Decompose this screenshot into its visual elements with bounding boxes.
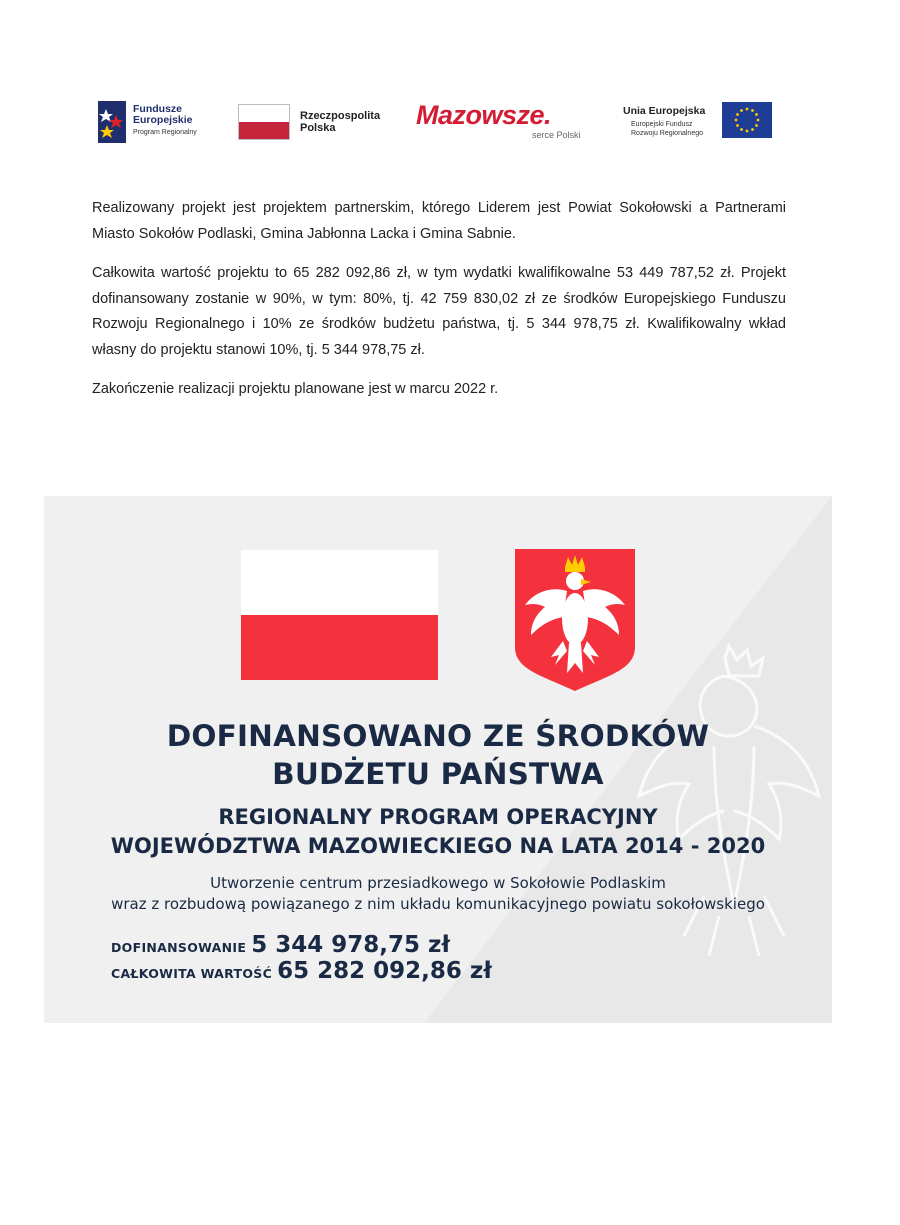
funding-value: 5 344 978,75 zł [251, 932, 450, 958]
ue-sub2: Rozwoju Regionalnego [631, 130, 703, 137]
funding-label: DOFINANSOWANIE [111, 940, 247, 955]
fundusze-europejskie-logo [96, 96, 216, 148]
banner-title-line1: DOFINANSOWANO ZE ŚRODKÓW [166, 719, 710, 753]
project-title-line1: Utworzenie centrum przesiadkowego w Sokołowie Podlaskim [210, 874, 666, 892]
funding-banner [44, 496, 832, 1023]
program-name-line1: REGIONALNY PROGRAM OPERACYJNY [218, 805, 658, 829]
total-label: CAŁKOWITA WARTOŚĆ [111, 966, 273, 981]
polish-flag [241, 550, 438, 680]
funding-amount [111, 932, 450, 958]
logo-strip [96, 96, 786, 148]
ue-sub1: Europejski Fundusz [631, 121, 693, 128]
fe-line1: Fundusze [133, 103, 182, 115]
program-name-line2: WOJEWÓDZTWA MAZOWIECKIEGO NA LATA 2014 - 2020 [110, 834, 766, 858]
rzeczpospolita-polska-logo [238, 96, 398, 148]
rp-line2: Polska [300, 122, 336, 134]
banner-title-line2: BUDŻETU PAŃSTWA [272, 757, 604, 791]
polish-emblem-icon [515, 549, 635, 691]
ue-title: Unia Europejska [623, 105, 706, 117]
polish-flag-icon [238, 104, 290, 140]
unia-europejska-logo [623, 96, 788, 148]
eu-flag-icon [722, 102, 772, 138]
mazowsze-logo [416, 96, 596, 148]
eagle-watermark-icon [634, 636, 832, 966]
fundusze-europejskie-icon [96, 99, 128, 145]
paragraph-partners: Realizowany projekt jest projektem partnerskim, którego Liderem jest Powiat Sokołowski a Partnerami Miasto Sokołów Podlaski, Gmina Jabłonna Lacka i Gmina Sabnie. [92, 200, 786, 242]
mazowsze-name: Mazowsze. [416, 100, 552, 130]
project-description [92, 196, 786, 417]
paragraph-financing: Całkowita wartość projektu to 65 282 092,86 zł, w tym wydatki kwalifikowalne 53 449 787,52 zł. Projekt dofinansowany zostanie w 90%, w tym: 80%, tj. 42 759 830,02 zł ze środków Europejskiego Funduszu Rozwoju Regionalnego i 10% ze środków budżetu państwa, tj. 5 344 978,75 zł. Kwalifikowalny wkład własny do projektu stanowi 10%, tj. 5 344 978,75 zł. [92, 265, 786, 358]
total-value-amount: 65 282 092,86 zł [277, 958, 492, 984]
project-title-line2: wraz z rozbudową powiązanego z nim układu komunikacyjnego powiatu sokołowskiego [111, 895, 765, 913]
fe-sub: Program Regionalny [133, 129, 197, 136]
total-value [111, 958, 492, 984]
paragraph-completion: Zakończenie realizacji projektu planowane jest w marcu 2022 r. [92, 381, 499, 397]
rp-line1: Rzeczpospolita [300, 110, 381, 122]
mazowsze-sub: serce Polski [532, 130, 581, 140]
fe-line2: Europejskie [133, 114, 193, 126]
